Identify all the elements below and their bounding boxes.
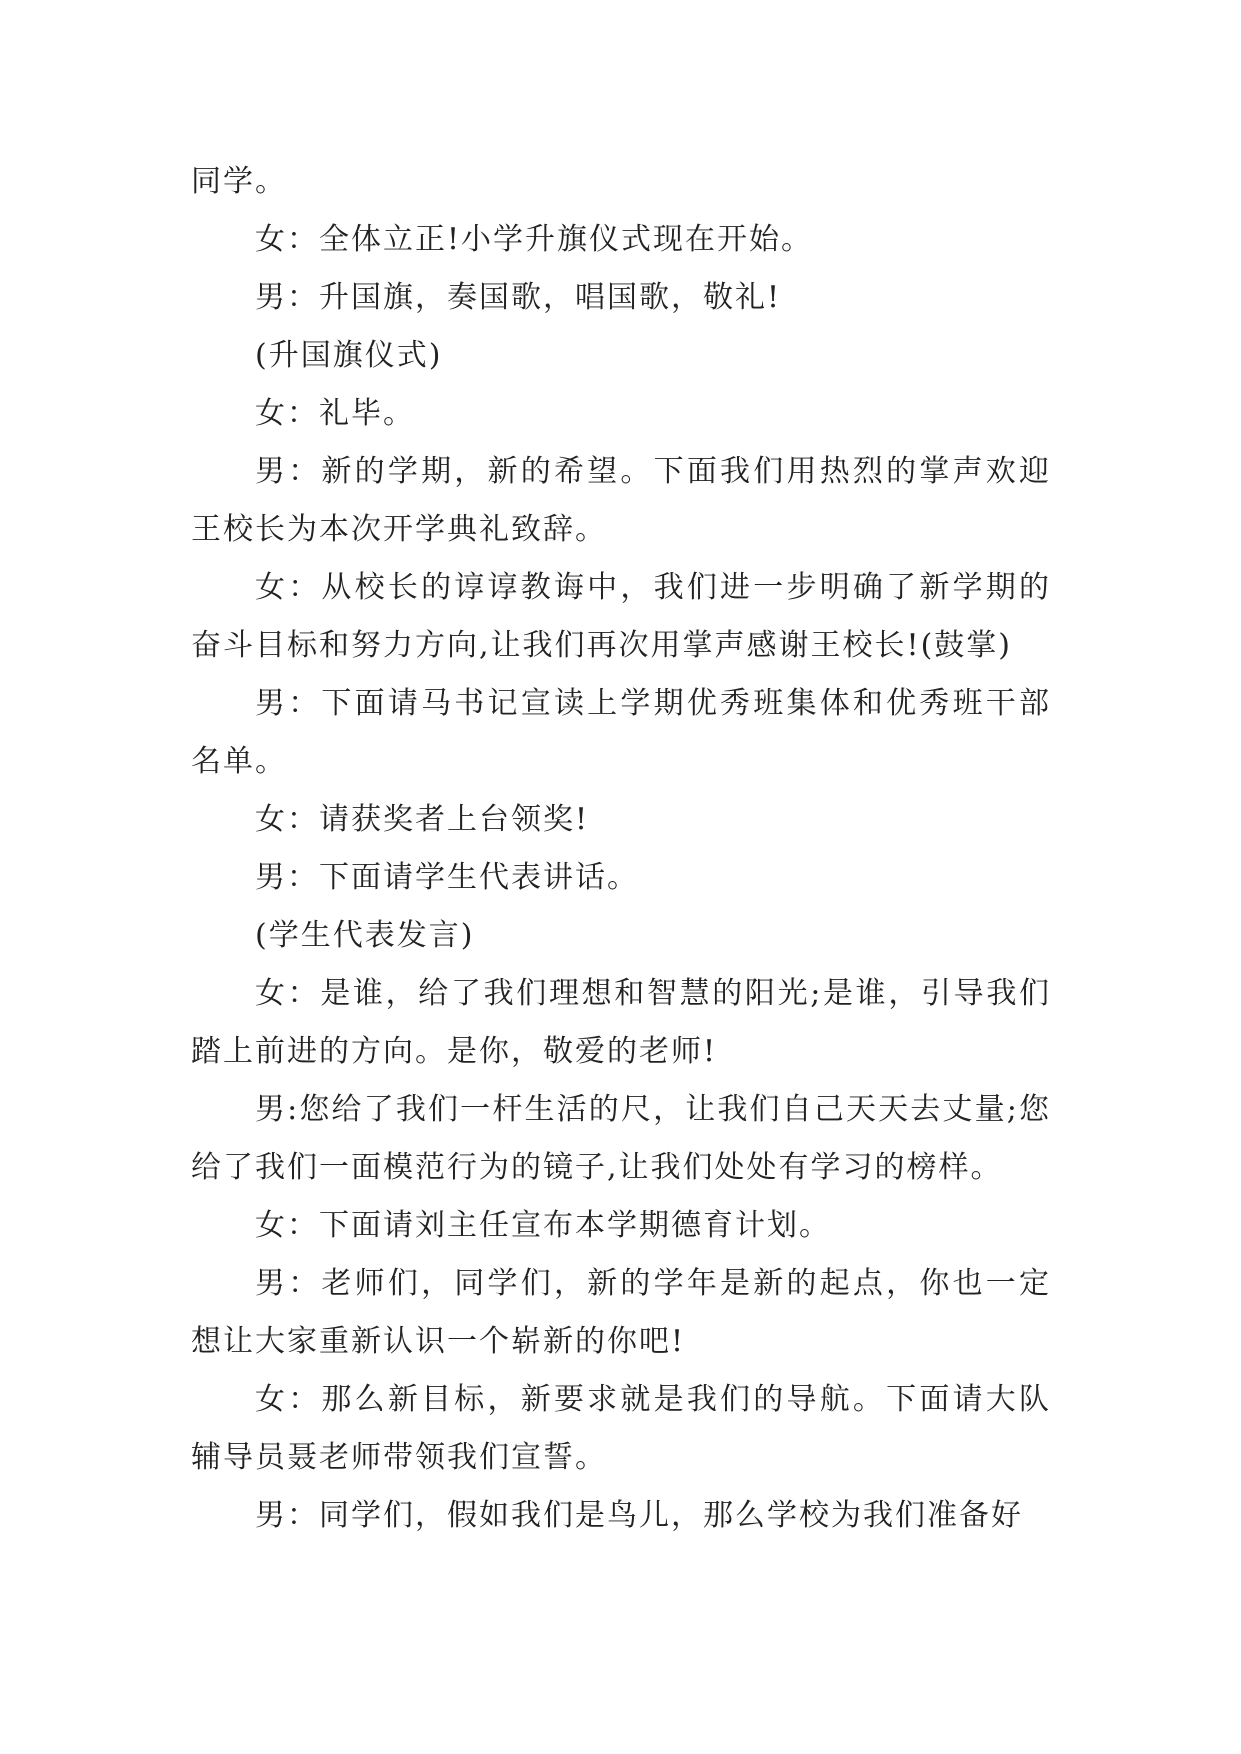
paragraph: 女：从校长的谆谆教诲中，我们进一步明确了新学期的奋斗目标和努力方向,让我们再次用掌声感谢王校长!(鼓掌) <box>191 570 1051 663</box>
paragraph: 男：下面请学生代表讲话。 <box>255 860 639 895</box>
paragraph: 男：新的学期，新的希望。下面我们用热烈的掌声欢迎王校长为本次开学典礼致辞。 <box>191 454 1051 547</box>
paragraph: (学生代表发言) <box>255 918 475 953</box>
paragraph: 男:您给了我们一杆生活的尺，让我们自己天天去丈量;您给了我们一面模范行为的镜子,让我们处处有学习的榜样。 <box>191 1092 1051 1185</box>
paragraph: 男：升国旗，奏国歌，唱国歌，敬礼! <box>255 280 782 315</box>
paragraph: 女：全体立正!小学升旗仪式现在开始。 <box>255 222 814 257</box>
paragraph: 男：同学们，假如我们是鸟儿，那么学校为我们准备好 <box>255 1498 1023 1533</box>
paragraph: 女：那么新目标，新要求就是我们的导航。下面请大队辅导员聂老师带领我们宣誓。 <box>191 1382 1051 1475</box>
paragraph: 女：是谁，给了我们理想和智慧的阳光;是谁，引导我们踏上前进的方向。是你，敬爱的老师! <box>191 976 1051 1069</box>
paragraph: 女：下面请刘主任宣布本学期德育计划。 <box>255 1208 831 1243</box>
paragraph: 女：礼毕。 <box>255 396 415 431</box>
paragraph: (升国旗仪式) <box>255 338 443 373</box>
document-body <box>191 153 1051 1545</box>
paragraph: 同学。 <box>191 164 287 199</box>
paragraph: 女：请获奖者上台领奖! <box>255 802 590 837</box>
paragraph: 男：下面请马书记宣读上学期优秀班集体和优秀班干部名单。 <box>191 686 1051 779</box>
paragraph: 男：老师们，同学们，新的学年是新的起点，你也一定想让大家重新认识一个崭新的你吧! <box>191 1266 1051 1359</box>
